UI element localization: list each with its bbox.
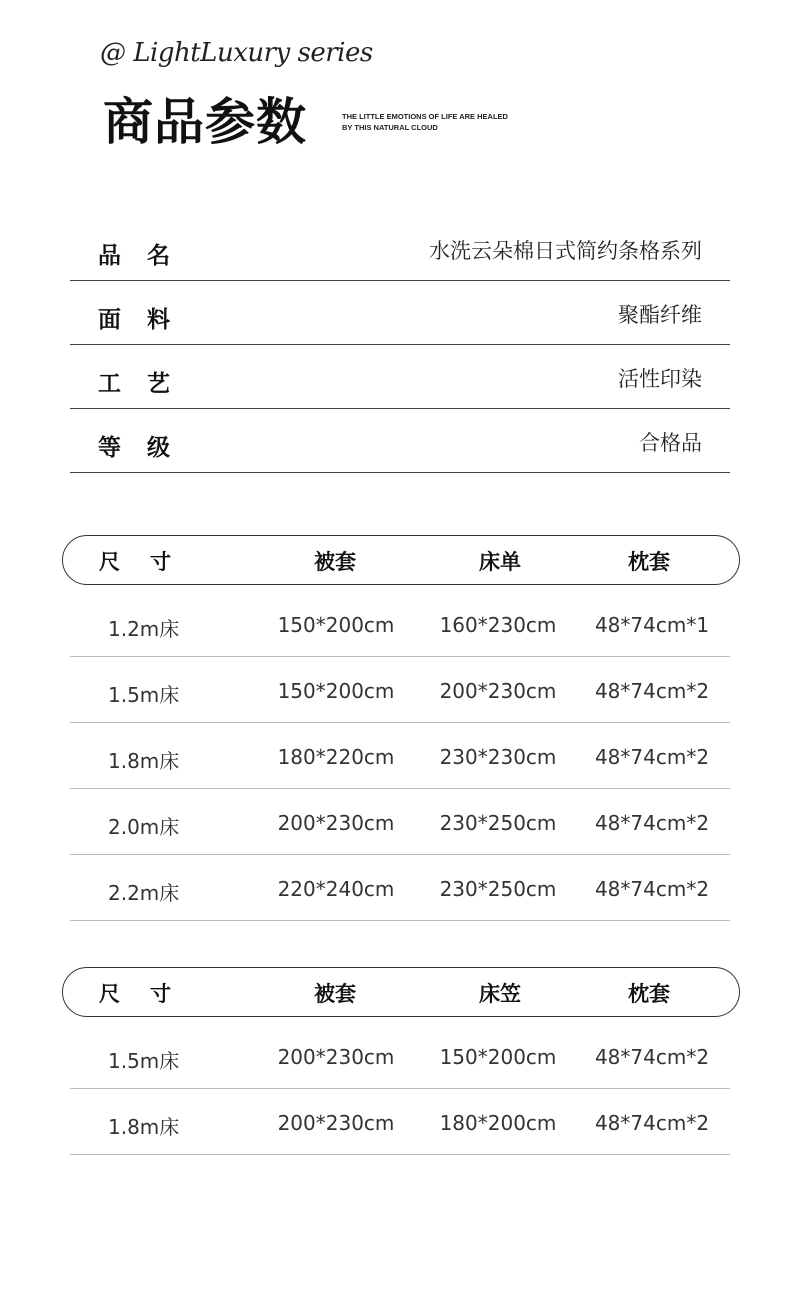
header-duvet-cover: 被套	[314, 550, 356, 574]
cell-duvet: 220*240cm	[277, 877, 395, 901]
cell-duvet: 150*200cm	[277, 613, 395, 637]
param-row-grade	[70, 409, 730, 473]
cell-sheet: 200*230cm	[439, 679, 557, 703]
param-value: 合格品	[639, 431, 702, 455]
cell-pillow: 48*74cm*2	[594, 679, 710, 703]
cell-pillow: 48*74cm*1	[594, 613, 710, 637]
cell-duvet: 180*220cm	[277, 745, 395, 769]
cell-pillow: 48*74cm*2	[594, 1045, 710, 1069]
param-row-name	[70, 217, 730, 281]
table-row	[70, 789, 730, 855]
header-pillowcase: 枕套	[628, 550, 670, 574]
cell-sheet: 180*200cm	[439, 1111, 557, 1135]
brand-series-label: @ LightLuxury series	[100, 38, 373, 68]
param-label: 面料	[98, 307, 196, 333]
cell-duvet: 200*230cm	[277, 1045, 395, 1069]
table-row	[70, 855, 730, 921]
param-value: 聚酯纤维	[618, 303, 702, 327]
cell-pillow: 48*74cm*2	[594, 877, 710, 901]
param-value: 水洗云朵棉日式简约条格系列	[429, 239, 702, 263]
table-row	[70, 591, 730, 657]
subtitle-line-1: THE LITTLE EMOTIONS OF LIFE ARE HEALED	[342, 112, 508, 121]
table-header	[62, 967, 740, 1017]
param-value: 活性印染	[618, 367, 702, 391]
param-label: 等级	[98, 435, 196, 461]
table-row	[70, 723, 730, 789]
cell-size: 2.0m床	[108, 815, 180, 839]
header-duvet-cover: 被套	[314, 982, 356, 1006]
cell-pillow: 48*74cm*2	[594, 745, 710, 769]
table-header	[62, 535, 740, 585]
cell-duvet: 200*230cm	[277, 811, 395, 835]
cell-size: 1.8m床	[108, 1115, 180, 1139]
subtitle-line-2: BY THIS NATURAL CLOUD	[342, 123, 438, 132]
param-row-process	[70, 345, 730, 409]
cell-sheet: 230*250cm	[439, 877, 557, 901]
cell-size: 1.5m床	[108, 1049, 180, 1073]
table-row	[70, 1089, 730, 1155]
cell-sheet: 230*250cm	[439, 811, 557, 835]
header-flat-sheet: 床单	[479, 550, 521, 574]
size-table-fitted-sheet	[62, 967, 740, 1155]
page-subtitle	[342, 111, 542, 133]
header-size: 尺寸	[99, 550, 201, 574]
cell-pillow: 48*74cm*2	[594, 1111, 710, 1135]
product-params-list	[70, 217, 730, 473]
table-row	[70, 1023, 730, 1089]
header-fitted-sheet: 床笠	[479, 982, 521, 1006]
cell-size: 1.2m床	[108, 617, 180, 641]
size-table-flat-sheet	[62, 535, 740, 921]
page-title: 商品参数	[103, 93, 307, 151]
param-label: 品名	[98, 243, 196, 269]
cell-duvet: 200*230cm	[277, 1111, 395, 1135]
cell-sheet: 230*230cm	[439, 745, 557, 769]
param-label: 工艺	[98, 371, 196, 397]
cell-pillow: 48*74cm*2	[594, 811, 710, 835]
param-row-fabric	[70, 281, 730, 345]
table-row	[70, 657, 730, 723]
cell-sheet: 150*200cm	[439, 1045, 557, 1069]
cell-size: 2.2m床	[108, 881, 180, 905]
cell-duvet: 150*200cm	[277, 679, 395, 703]
cell-size: 1.8m床	[108, 749, 180, 773]
cell-sheet: 160*230cm	[439, 613, 557, 637]
cell-size: 1.5m床	[108, 683, 180, 707]
header-size: 尺寸	[99, 982, 201, 1006]
header-pillowcase: 枕套	[628, 982, 670, 1006]
